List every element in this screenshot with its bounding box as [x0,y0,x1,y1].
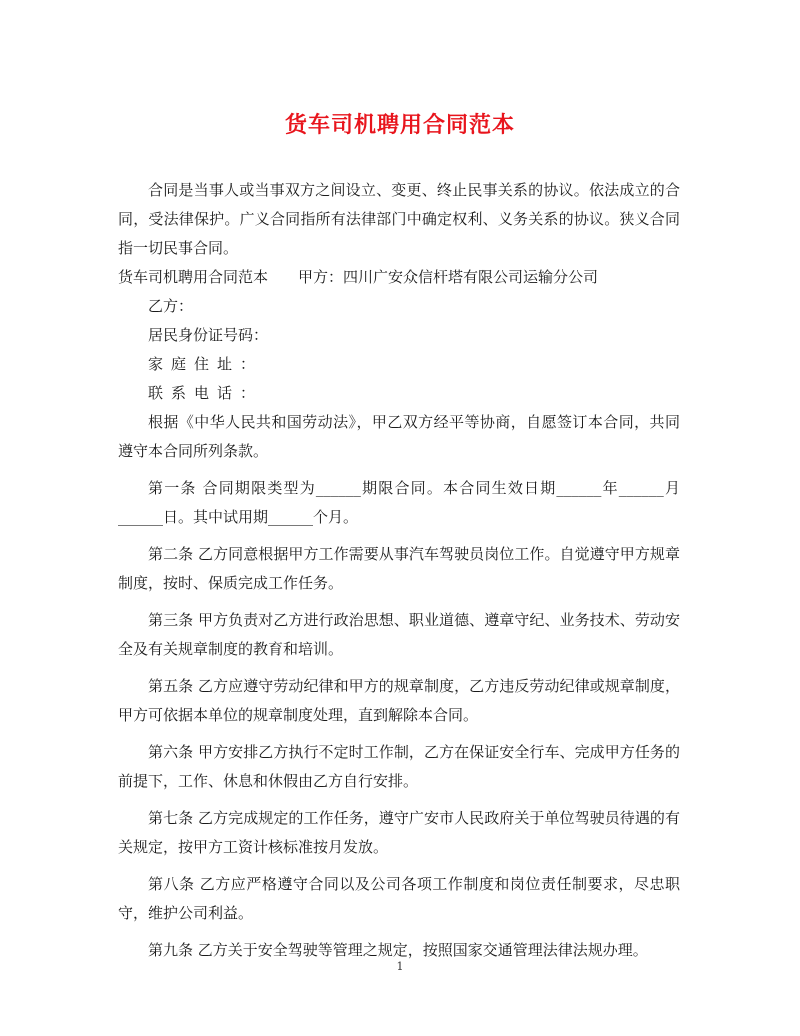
intro-paragraph: 合同是当事人或当事双方之间设立、变更、终止民事关系的协议。依法成立的合同，受法律保护。广义合同指所有法律部门中确定权利、义务关系的协议。狭义合同指一切民事合同。 [118,181,680,257]
id-number-field: 居民身份证号码： [148,326,269,344]
page-number: 1 [396,960,404,973]
party-b-field: 乙方： [148,297,194,315]
article-9: 第九条 乙方关于安全驾驶等管理之规定，按照国家交通管理法律法规办理。 [148,941,648,959]
article-6: 第六条 甲方安排乙方执行不定时工作制，乙方在保证安全行车、完成甲方任务的前提下，工作、休息和休假由乙方自行安排。 [118,743,680,790]
article-8: 第八条 乙方应严格遵守合同以及公司各项工作制度和岗位责任制要求，尽忠职守，维护公司利益。 [118,875,680,922]
contract-header-line [118,263,680,292]
party-a: 甲方：四川广安众信杆塔有限公司运输分公司 [298,268,599,286]
article-3: 第三条 甲方负责对乙方进行政治思想、职业道德、遵章守纪、业务技术、劳动安全及有关规章制度的教育和培训。 [118,611,680,658]
home-address-field: 家庭住址： [148,355,264,373]
article-1: 第一条 合同期限类型为______期限合同。本合同生效日期______年______月______日。其中试用期______个月。 [118,479,680,526]
contract-name: 货车司机聘用合同范本 [118,268,269,286]
article-7: 第七条 乙方完成规定的工作任务，遵守广安市人民政府关于单位驾驶员待遇的有关规定，按甲方工资计核标准按月发放。 [118,809,680,856]
document-body [118,176,680,965]
article-2: 第二条 乙方同意根据甲方工作需要从事汽车驾驶员岗位工作。自觉遵守甲方规章制度，按时、保质完成工作任务。 [118,545,680,592]
preamble-paragraph: 根据《中华人民共和国劳动法》，甲乙双方经平等协商，自愿签订本合同，共同遵守本合同所列条款。 [118,413,680,460]
article-5: 第五条 乙方应遵守劳动纪律和甲方的规章制度，乙方违反劳动纪律或规章制度，甲方可依据本单位的规章制度处理，直到解除本合同。 [118,677,680,724]
phone-field: 联系电话： [148,384,264,402]
document-title: 货车司机聘用合同范本 [284,112,515,138]
